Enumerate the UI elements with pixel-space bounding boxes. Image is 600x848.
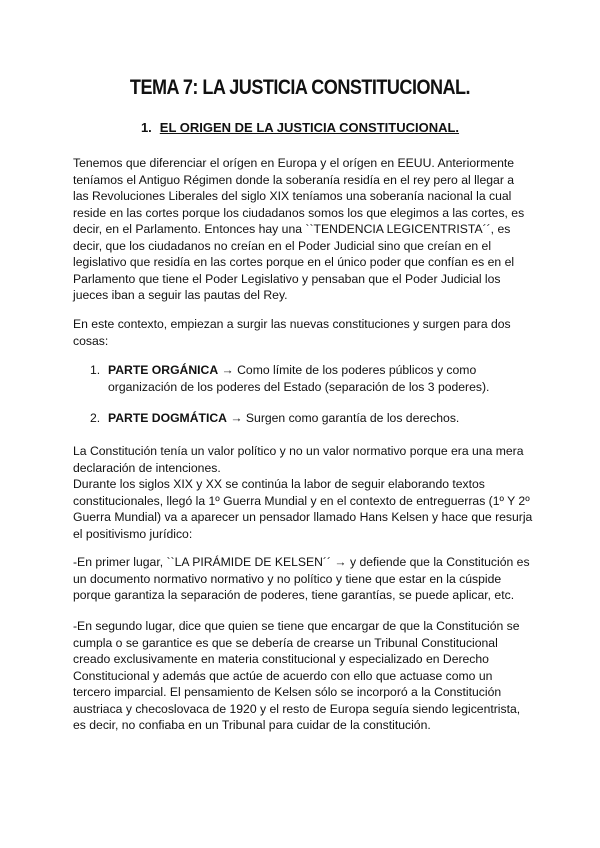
- list-term: PARTE DOGMÁTICA: [108, 411, 227, 425]
- section-heading: [0, 120, 600, 135]
- list-number: 2.: [90, 411, 101, 425]
- section-title: EL ORIGEN DE LA JUSTICIA CONSTITUCIONAL.: [159, 120, 460, 135]
- paragraph-second: -En segundo lugar, dice que quien se tiene que encargar de que la Constitución se cumpla o se garantice es que se debería de crearse un Tribunal Constitucional creado exclusivamente en materia constitucional y especializado en Derecho Constitucional y además que actúe de acuerdo con ello que actuase como un tercero imparcial. El pensamiento de Kelsen sólo se incorporó a la Constitución austriaca y checoslovaca de 1920 y el resto de Europa seguía siendo legicentrista, es decir, no confiaba en un Tribunal para cuidar de la constitución.: [73, 619, 521, 732]
- arrow-icon: →: [230, 411, 243, 425]
- arrow-icon: →: [221, 363, 234, 377]
- list-text: Surgen como garantía de los derechos.: [245, 411, 460, 425]
- paragraph-intro: Tenemos que diferenciar el orígen en Europa y el orígen en EEUU. Anteriormente teníamos el Antiguo Régimen donde la soberanía residía en el rey pero al llegar a las Revoluciones Liberales del siglo XIX teníamos una soberanía nacional la cual reside en las cortes porque los ciudadanos somos los que elegimos a las cortes, es decir, en el Parlamento. Entonces hay una ``TENDENCIA LEGICENTRISTA´´, es decir, que los ciudadanos no creían en el Poder Judicial sino que creían en el legislativo que residía en las cortes porque en el único poder que confían es en el Parlamento que tiene el Poder Legislativo y pensaban que el Poder Judicial los jueces iban a seguir las pautas del Rey.: [73, 156, 525, 302]
- list-item-dogmatica: [90, 410, 530, 427]
- paragraph-value: La Constitución tenía un valor político y no un valor normativo porque era una mera declaración de intenciones. Durante los siglos XIX y XX se continúa la labor de seguir elaborando textos constitucionales, llegó la 1º Guerra Mundial y en el contexto de entreguerras (1º Y 2º Guerra Mundial) va a aparecer un pensador llamado Hans Kelsen y hace que resurja el positivismo jurídico:: [73, 444, 533, 541]
- section-number: 1.: [140, 120, 152, 135]
- page-title: TEMA 7: LA JUSTICIA CONSTITUCIONAL.: [129, 76, 471, 99]
- list-item-organica: [90, 362, 530, 395]
- list-term: PARTE ORGÁNICA: [108, 363, 219, 377]
- paragraph-context: En este contexto, empiezan a surgir las nuevas constituciones y surgen para dos cosas:: [73, 317, 511, 348]
- paragraph-first: -En primer lugar, ``LA PIRÁMIDE DE KELSEN´´ → y defiende que la Constitución es un documento normativo normativo y no político y tiene que estar en la cúspide porque garantiza la separación de poderes, tiene garantías, se puede aplicar, etc.: [73, 555, 530, 602]
- list-number: 1.: [90, 363, 101, 377]
- list-text: Como límite de los poderes públicos y como organización de los poderes del Estado (separación de los 3 poderes).: [108, 363, 490, 394]
